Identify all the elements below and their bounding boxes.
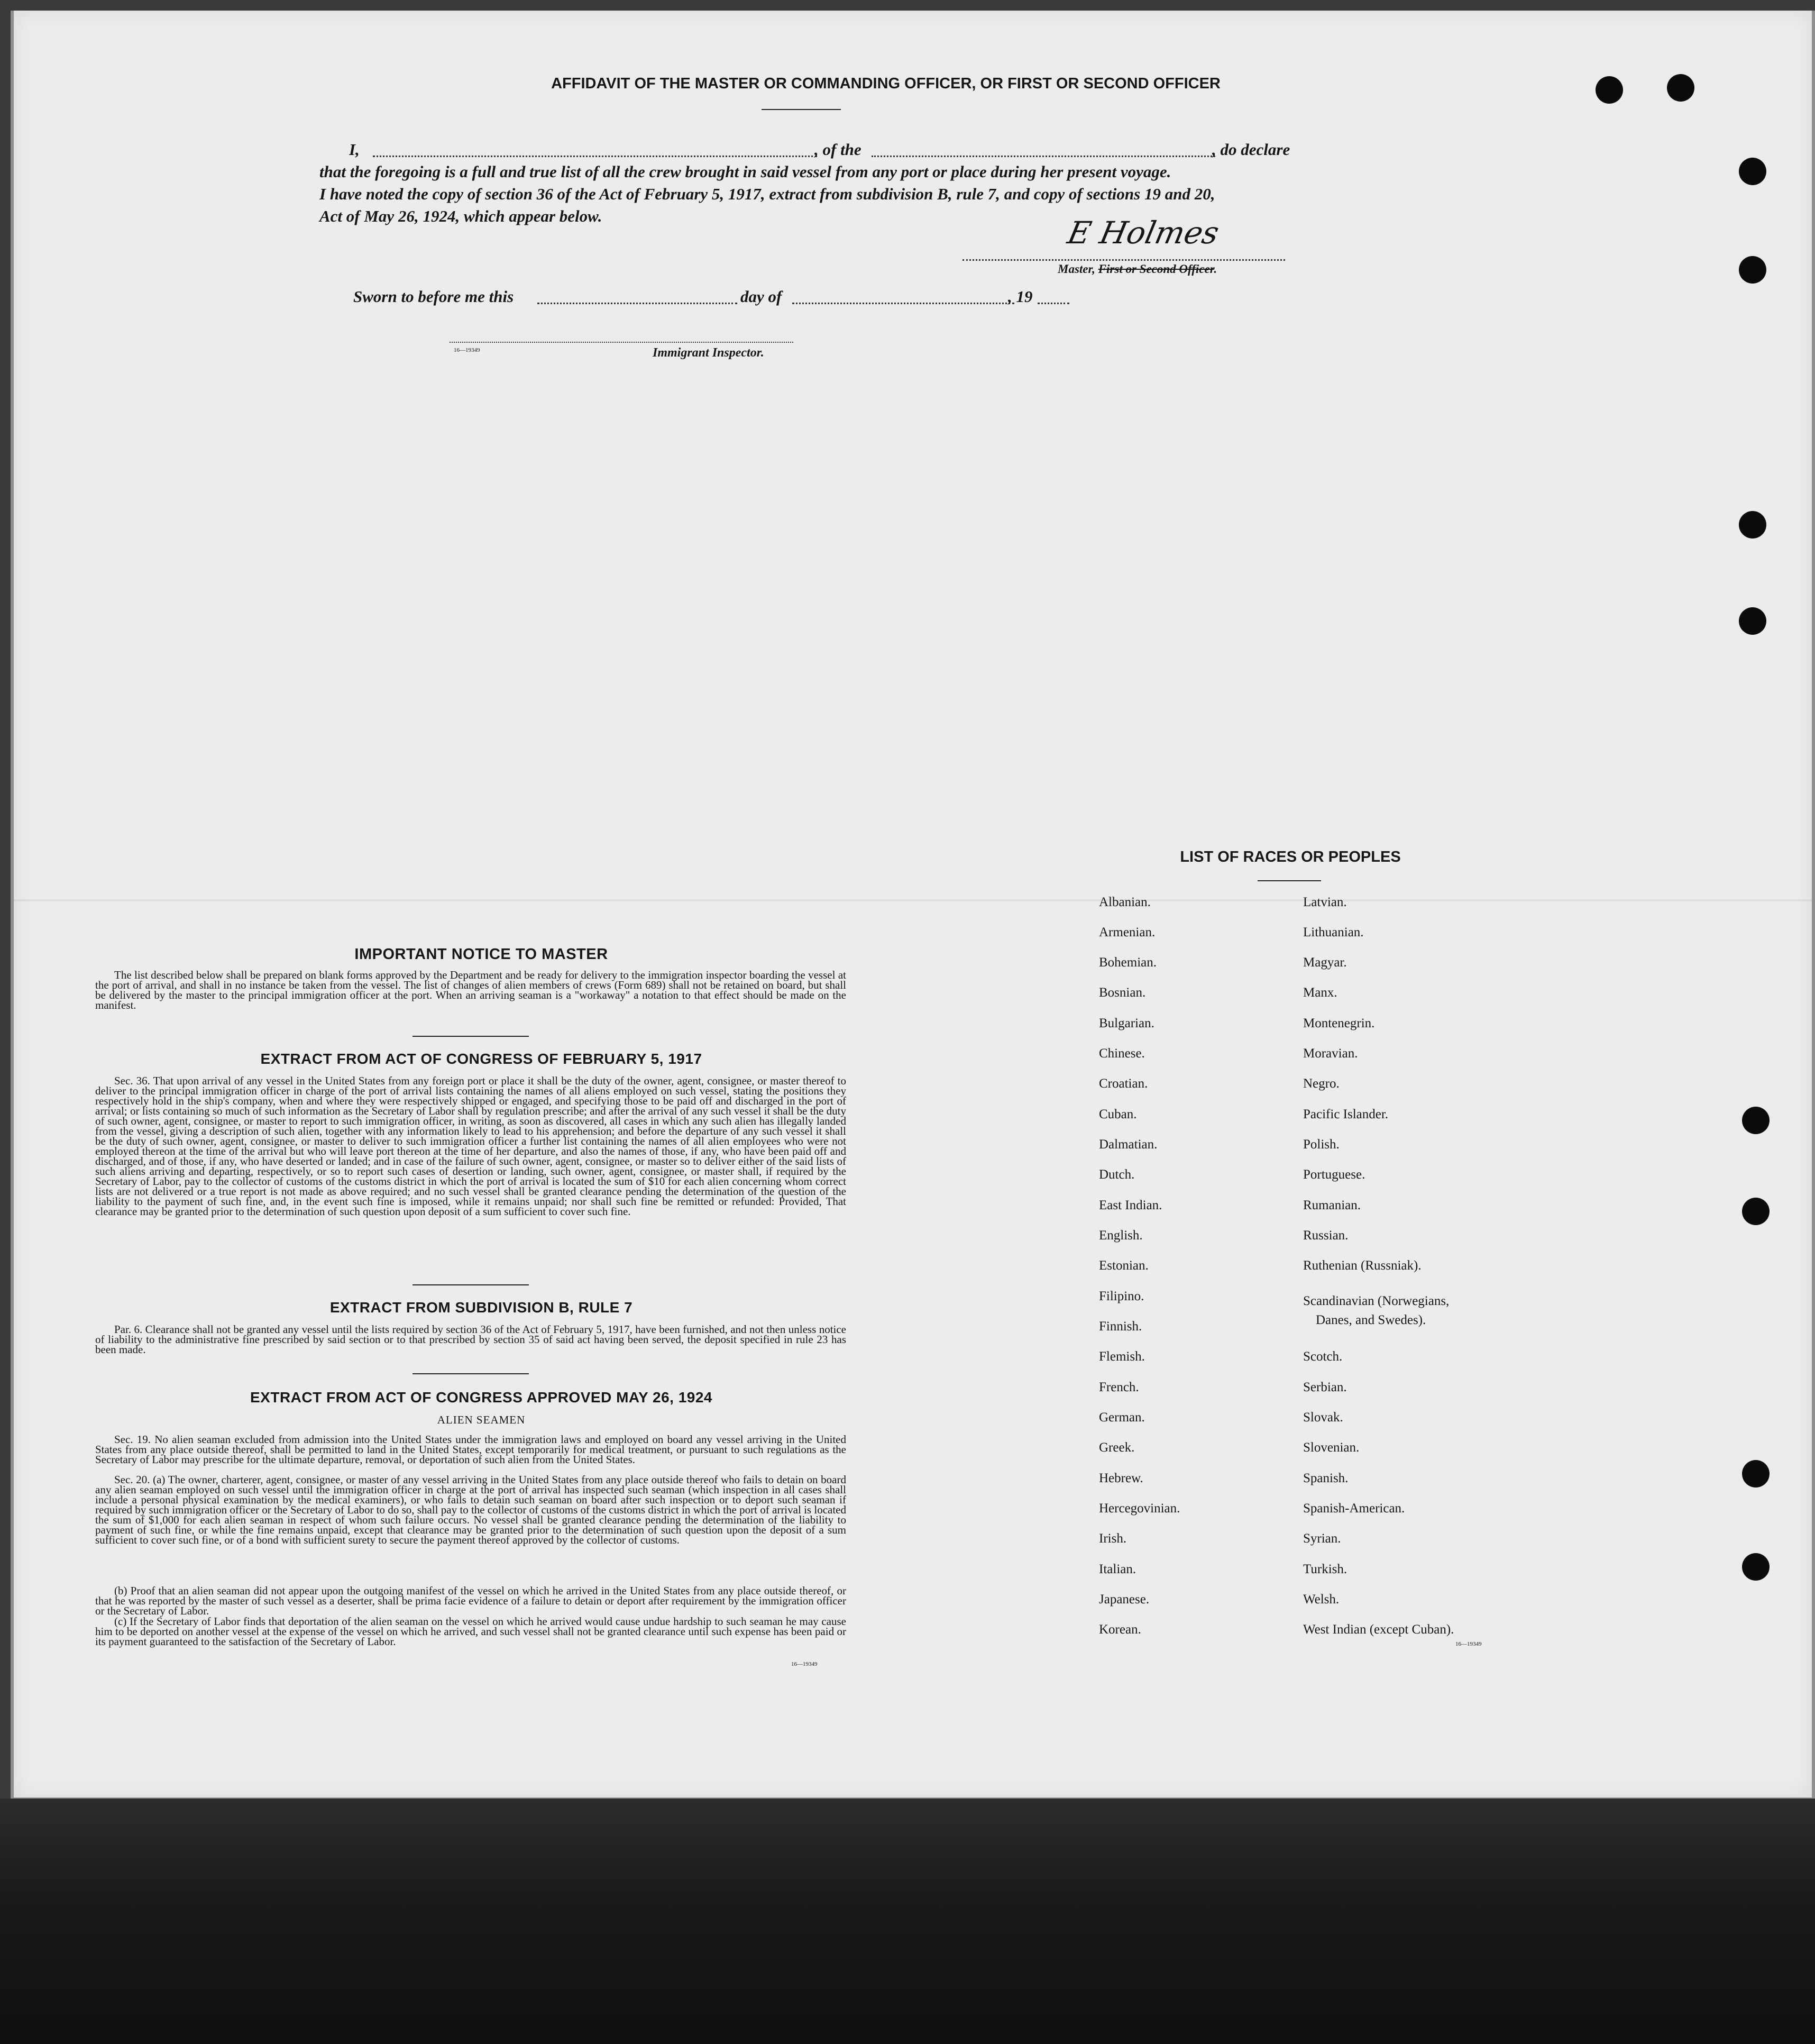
race-item: Montenegrin. [1303, 1016, 1375, 1030]
race-item: Turkish. [1303, 1562, 1348, 1576]
race-item: Spanish-American. [1303, 1501, 1405, 1516]
race-item: Scandinavian (Norwegians, [1303, 1294, 1450, 1308]
inspector-signature-line [450, 342, 793, 343]
race-item: Spanish. [1303, 1471, 1349, 1485]
inspector-label: Immigrant Inspector. [653, 346, 764, 360]
binder-hole [1667, 74, 1694, 102]
race-item: Flemish. [1099, 1349, 1145, 1364]
form-number-races: 16—19349 [1455, 1641, 1482, 1647]
race-item: Japanese. [1099, 1592, 1150, 1607]
sworn-year-line [1038, 303, 1069, 304]
binder-hole [1739, 158, 1766, 185]
race-item: Estonian. [1099, 1258, 1149, 1273]
notice-body: The list described below shall be prepared on blank forms approved by the Department and be ready for delivery to the immigration inspector boarding the vessel at the port of arrival, and shall in no instance be taken from the vessel. The list of changes of alien members of crews (Form 689) shall not be retained on board, but shall be delivered by the master to the principal immigration officer at the port. When an arriving seaman is a "workaway" a notation to that effect should be made on the manifest. [95, 969, 846, 1011]
race-item: Armenian. [1099, 925, 1156, 939]
sec-20b-text: (b) Proof that an alien seaman did not appear upon the outgoing manifest of the vessel on which he arrived in the United States from any place outside thereof, or that he was reported by the master of such vessel as a deserter, shall be prima facie evidence of a failure to detain or deport after requirement by the immigration officer or the Secretary of Labor. [95, 1584, 846, 1617]
affidavit-line-2: that the foregoing is a full and true list of all the crew brought in said vessel from any port or place during her present voyage. [319, 162, 1171, 181]
race-item: Negro. [1303, 1076, 1340, 1091]
binder-hole [1596, 76, 1623, 104]
binder-hole [1742, 1198, 1770, 1225]
sworn-prefix: Sworn to before me this [353, 287, 514, 306]
extract-1917-title: EXTRACT FROM ACT OF CONGRESS OF FEBRUARY 5, 1917 [260, 1051, 702, 1067]
rule7-body: Par. 6. Clearance shall not be granted any vessel until the lists required by section 36 of the Act of February 5, 1917, have been furnished, and not then unless notice of liability to the administrative fine prescribed by said section or to that prescribed by section 35 of said act having been served, the deposit specified in rule 23 has been made. [95, 1323, 846, 1356]
race-item: Bosnian. [1099, 986, 1146, 1000]
affidavit-of-the: , of the [814, 140, 861, 159]
race-item: Finnish. [1099, 1319, 1142, 1334]
race-item: Croatian. [1099, 1076, 1148, 1091]
race-item: Latvian. [1303, 895, 1347, 909]
race-item: Welsh. [1303, 1592, 1340, 1607]
race-item: French. [1099, 1380, 1139, 1394]
race-item: Serbian. [1303, 1380, 1347, 1394]
scan-border-left [0, 0, 11, 1799]
race-item: Ruthenian (Russniak). [1303, 1258, 1422, 1273]
race-item: Portuguese. [1303, 1167, 1365, 1182]
section-rule [412, 1373, 529, 1374]
race-item: Cuban. [1099, 1107, 1137, 1121]
extract-1917-body: Sec. 36. That upon arrival of any vessel in the United States from any foreign port or place it shall be the duty of the owner, agent, consignee, or master thereof to deliver to the principal immigration officer in charge of the port of arrival lists containing the names of all aliens employed on such vessel, stating the positions they respectively hold in the ship's company, when and where they were respectively shipped or engaged, and specifying those to be paid off and discharged in the port of arrival; or lists containing so much of such information as the Secretary of Labor shall by regulation prescribe; and after the arrival of any such vessel it shall be the duty of such owner, agent, consignee, or master to report to such immigration officer, in writing, as soon as discovered, all cases in which any such alien has illegally landed from the vessel, giving a description of such alien, together with any information likely to lead to his apprehension; and before the departure of any such vessel it shall be the duty of such owner, agent, consignee, or master to deliver to such immigration officer a further list containing the names of all alien employees who were not employed thereon at the time of the arrival but who will leave port thereon at the time of her departure, and also the names of those, if any, who have been paid off and discharged, and of those, if any, who have deserted or landed; and in case of the failure of such owner, agent, consignee, or master so to deliver either of the said lists of such aliens arriving and departing, respectively, or so to report such cases of desertion or landing, such owner, agent, consignee, or master shall, if required by the Secretary of Labor, pay to the collector of customs of the customs district in which the port of arrival is located the sum of $10 for each alien concerning whom correct lists are not delivered or a true report is not made as above required; and no such vessel shall be granted clearance pending the determination of the question of the liability to the payment of such fine, and, in the event such fine is imposed, while it remains unpaid; nor shall such fine be remitted or refunded: Provided, That clearance may be granted prior to the determination of such question upon deposit of a sum sufficient to cover such fine. [95, 1074, 846, 1218]
race-item: Polish. [1303, 1137, 1340, 1152]
sworn-month-line [792, 303, 1014, 304]
races-title-rule [1258, 880, 1321, 881]
affidavit-i: I, [349, 140, 360, 159]
master-title: Master, First or Second Officer. [1058, 262, 1217, 276]
binder-hole [1739, 511, 1766, 539]
affidavit-line-4: Act of May 26, 1924, which appear below. [319, 207, 602, 225]
form-number-extract: 16—19349 [791, 1661, 818, 1667]
extract-1924-subtitle: ALIEN SEAMEN [437, 1413, 526, 1426]
race-item: West Indian (except Cuban). [1303, 1622, 1454, 1637]
extract-1924-title: EXTRACT FROM ACT OF CONGRESS APPROVED MAY 26, 1924 [250, 1389, 712, 1406]
vessel-blank-line [872, 156, 1215, 157]
race-item: Syrian. [1303, 1531, 1341, 1546]
affidavit-declare: , do declare [1212, 140, 1290, 159]
race-item: Bulgarian. [1099, 1016, 1154, 1030]
sec-19-text: Sec. 19. No alien seaman excluded from admission into the United States under the immigration laws and employed on board any vessel arriving in the United States from any place outside thereof, shall be permitted to land in the United States, except temporarily for medical treatment, or pursuant to such regulations as the Secretary of Labor may prescribe for the ultimate departure, removal, or deportation of such alien from the United States. [95, 1433, 846, 1466]
race-item-continuation: Danes, and Swedes). [1316, 1313, 1426, 1327]
race-item: Rumanian. [1303, 1198, 1361, 1212]
title-rule [762, 109, 841, 110]
race-item: Albanian. [1099, 895, 1151, 909]
race-item: Korean. [1099, 1622, 1141, 1637]
race-item: Dalmatian. [1099, 1137, 1158, 1152]
section-rule [412, 1036, 529, 1037]
binder-hole [1742, 1107, 1770, 1134]
page-fold-line [14, 899, 1812, 901]
race-item: Magyar. [1303, 955, 1347, 970]
race-item: English. [1099, 1228, 1143, 1243]
race-item: Filipino. [1099, 1289, 1144, 1303]
sworn-day-of: day of [740, 287, 782, 306]
signature-line [962, 259, 1285, 261]
binder-hole [1739, 607, 1766, 635]
scan-background [0, 1799, 1815, 2044]
scan-border-top [0, 0, 1815, 11]
race-item: Russian. [1303, 1228, 1349, 1243]
affidavit-line-3: I have noted the copy of section 36 of the Act of February 5, 1917, extract from subdivision B, rule 7, and copy of sections 19 and 20, [319, 185, 1215, 203]
affidavit-title: AFFIDAVIT OF THE MASTER OR COMMANDING OFFICER, OR FIRST OR SECOND OFFICER [551, 75, 1221, 92]
race-item: Scotch. [1303, 1349, 1343, 1364]
sworn-date-line [537, 303, 737, 304]
race-item: Pacific Islander. [1303, 1107, 1389, 1121]
race-item: Hercegovinian. [1099, 1501, 1180, 1516]
race-item: Lithuanian. [1303, 925, 1364, 939]
race-item: Hebrew. [1099, 1471, 1143, 1485]
master-signature: E Holmes [1064, 215, 1223, 251]
race-item: Slovenian. [1303, 1440, 1360, 1455]
binder-hole [1739, 256, 1766, 284]
race-item: Moravian. [1303, 1046, 1358, 1061]
race-item: Manx. [1303, 986, 1337, 1000]
race-item: Italian. [1099, 1562, 1136, 1576]
race-item: Bohemian. [1099, 955, 1157, 970]
form-number-affidavit: 16—19349 [454, 347, 480, 353]
race-item: Greek. [1099, 1440, 1135, 1455]
rule7-title: EXTRACT FROM SUBDIVISION B, RULE 7 [329, 1299, 633, 1316]
race-item: Slovak. [1303, 1410, 1343, 1425]
sec-20a-text: Sec. 20. (a) The owner, charterer, agent, consignee, or master of any vessel arriving in the United States from any place outside thereof who fails to detain on board any alien seaman employed on such vessel until the immigration officer in charge at the port of arrival has inspected such seaman (which inspection in all cases shall include a personal physical examination by the medical examiners), or who fails to detain such seaman on board after such inspection or to deport such seaman if required by such immigration officer or the Secretary of Labor to do so, shall pay to the collector of customs of the customs district in which the port of arrival is located the sum of $1,000 for each alien seaman in respect of whom such failure occurs. No vessel shall be granted clearance pending the determination of the liability to payment of such fine, or while the fine remains unpaid, except that clearance may be granted prior to the determination of such question upon the deposit of a sum sufficient to cover such fine, or of a bond with sufficient surety to secure the payment thereof approved by the collector of customs. [95, 1473, 846, 1546]
name-blank-line [373, 156, 817, 157]
notice-title: IMPORTANT NOTICE TO MASTER [354, 946, 608, 963]
officer-struck: First or Second Officer [1098, 262, 1214, 276]
race-item: Dutch. [1099, 1167, 1135, 1182]
race-item: Chinese. [1099, 1046, 1145, 1061]
binder-hole [1742, 1553, 1770, 1581]
section-rule [412, 1284, 529, 1285]
sec-20c-text: (c) If the Secretary of Labor finds that deportation of the alien seaman on the vessel on which he arrived would cause undue hardship to such seaman he may cause him to be deported on another vessel at the expense of the vessel on which he arrived, and such vessel shall not be granted clearance until such expense has been paid or its payment guaranteed to the satisfaction of the Secretary of Labor. [95, 1615, 846, 1648]
binder-hole [1742, 1460, 1770, 1488]
race-item: German. [1099, 1410, 1145, 1425]
race-item: Irish. [1099, 1531, 1127, 1546]
master-label: Master, [1058, 262, 1095, 276]
sworn-year: , 19 [1008, 287, 1033, 306]
race-item: East Indian. [1099, 1198, 1162, 1212]
races-title: LIST OF RACES OR PEOPLES [1180, 848, 1401, 865]
